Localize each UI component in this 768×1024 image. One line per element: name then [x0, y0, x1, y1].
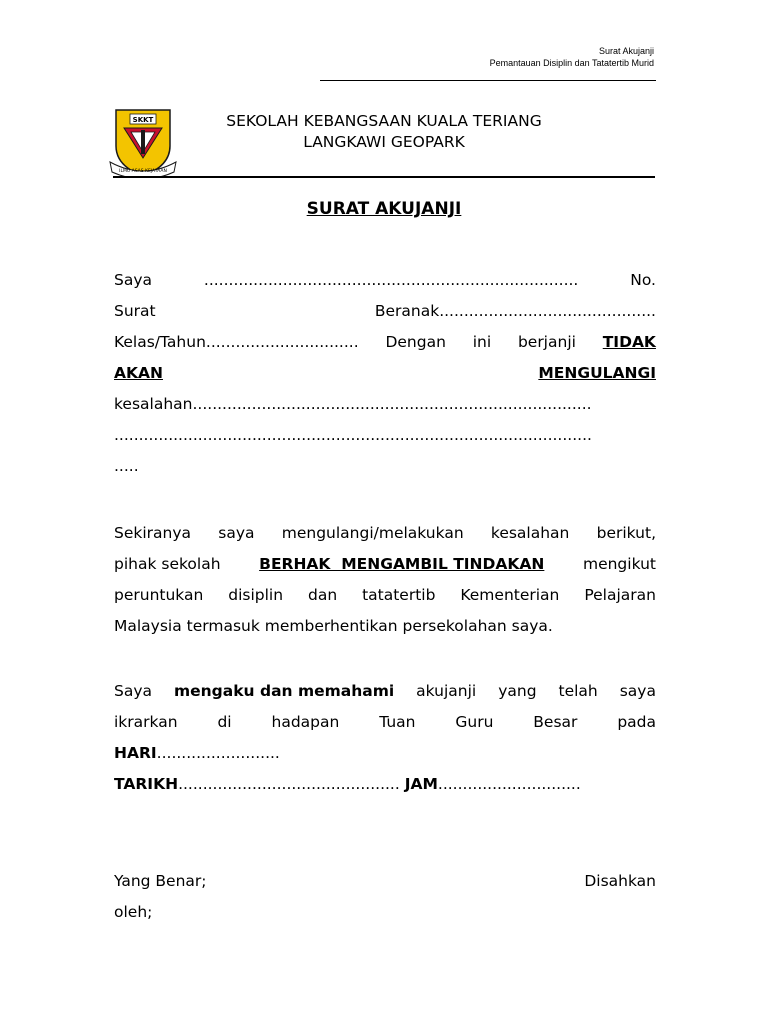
pledge-line-2 [114, 296, 656, 327]
logo-motto: ILMU ASAS KEJAYAAN [119, 169, 167, 174]
word: Pelajaran [584, 586, 656, 604]
consequence-line-3 [114, 580, 656, 611]
offence-blank: kesalahan................................................................................. [114, 395, 592, 413]
consequence-line-4: Malaysia termasuk memberhentikan persekolahan saya. [114, 617, 553, 635]
pledge-line-3 [114, 327, 656, 358]
word: saya [619, 682, 656, 700]
date-label: TARIKH [114, 775, 179, 793]
emphasis-akan: AKAN [114, 364, 163, 382]
word-dengan: Dengan [385, 333, 446, 351]
pledge-paragraph [114, 265, 656, 482]
word: kesalahan [490, 524, 570, 542]
word: mengulangi/melakukan [281, 524, 464, 542]
name-blank: ............................................................................ [203, 271, 579, 289]
word-no: No. [630, 271, 656, 289]
consequence-line-1 [114, 518, 656, 549]
pledge-line-1 [114, 265, 656, 296]
word: akujanji [416, 682, 477, 700]
word-ini: ini [472, 333, 492, 351]
word: saya [218, 524, 255, 542]
offence-blank-continued: ................................................................................................. [114, 426, 592, 444]
word: peruntukan [114, 586, 204, 604]
header-doc-title: Surat Akujanji [598, 46, 654, 56]
word: Kementerian [460, 586, 560, 604]
school-name-line1: SEKOLAH KEBANGSAAN KUALA TERIANG [226, 112, 542, 130]
signoff-section [114, 866, 656, 928]
school-name [194, 111, 574, 153]
emphasis-mengulangi: MENGULANGI [538, 364, 656, 382]
word-mengikut: mengikut [582, 555, 656, 573]
school-divider [113, 176, 655, 178]
word-surat: Surat [114, 302, 156, 320]
pledge-line-4 [114, 358, 656, 389]
word: Guru [455, 713, 494, 731]
header-divider [320, 80, 656, 81]
word: telah [558, 682, 598, 700]
word: yang [498, 682, 537, 700]
acknowledgement-paragraph [114, 676, 656, 800]
date-time-field [114, 769, 656, 800]
word: dan [307, 586, 338, 604]
emphasis-berhak-mengambil-tindakan: BERHAK MENGAMBIL TINDAKAN [259, 555, 545, 573]
page-title: SURAT AKUJANJI [306, 199, 462, 219]
school-name-line2: LANGKAWI GEOPARK [303, 133, 465, 151]
consequence-paragraph [114, 518, 656, 642]
word-pihak-sekolah: pihak sekolah [114, 555, 221, 573]
acknowledgement-line-1 [114, 676, 656, 707]
word: pada [617, 713, 656, 731]
word: Tuan [379, 713, 416, 731]
signoff-disahkan: Disahkan [584, 872, 656, 890]
date-blank: ............................................. [178, 775, 400, 793]
emphasis-tidak: TIDAK [602, 333, 656, 351]
word: di [217, 713, 232, 731]
header-doc-subtitle: Pemantauan Disiplin dan Tatatertib Murid [489, 58, 654, 68]
word: tatatertib [362, 586, 436, 604]
birth-cert-blank: Beranak............................................ [374, 302, 656, 320]
word: berikut, [596, 524, 656, 542]
word: Besar [533, 713, 578, 731]
day-field [114, 738, 656, 769]
consequence-line-2 [114, 549, 656, 580]
word-berjanji: berjanji [517, 333, 576, 351]
day-label: HARI [114, 744, 157, 762]
word-saya: Saya [114, 682, 153, 700]
school-crest-icon [108, 106, 178, 178]
word: ikrarkan [114, 713, 178, 731]
emphasis-mengaku-dan-memahami: mengaku dan memahami [173, 682, 395, 700]
acknowledgement-line-2 [114, 707, 656, 738]
document-header [490, 45, 654, 69]
signoff-line-1 [114, 866, 656, 897]
word: disiplin [228, 586, 284, 604]
class-year-blank: Kelas/Tahun............................... [114, 333, 359, 351]
day-blank: ......................... [156, 744, 280, 762]
signoff-yang-benar: Yang Benar; [114, 872, 207, 890]
time-blank: ............................. [437, 775, 581, 793]
word: hadapan [271, 713, 340, 731]
offence-blank-end: ..... [114, 457, 139, 475]
signoff-oleh: oleh; [114, 903, 153, 921]
word-saya: Saya [114, 271, 153, 289]
word: Sekiranya [114, 524, 192, 542]
logo-text: SKKT [132, 116, 154, 124]
time-label: JAM [404, 775, 438, 793]
